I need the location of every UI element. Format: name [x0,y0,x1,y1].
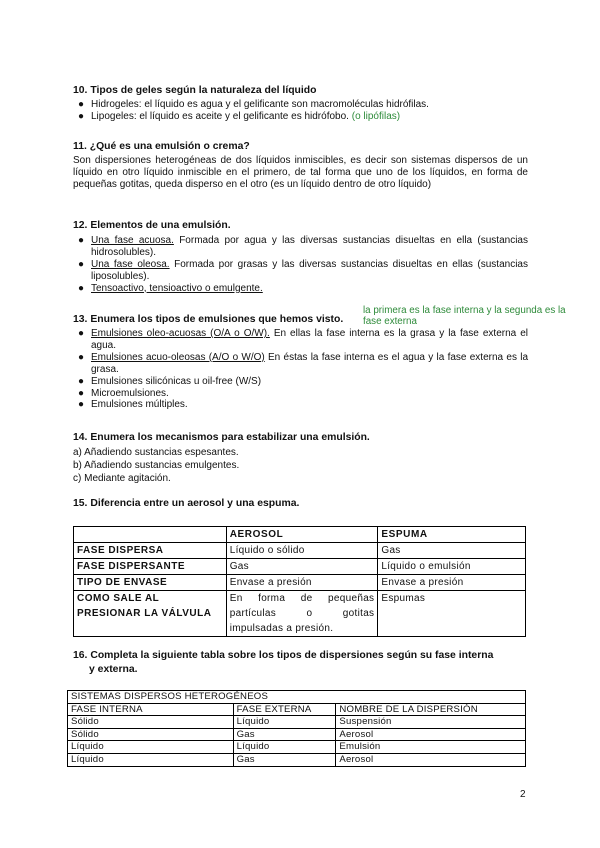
table-cell: Espumas [378,591,526,637]
list-item: ● Emulsiones oleo-acuosas (O/A o O/W). En ellas la fase interna es la grasa y la fase externa el agua. [78,328,528,351]
list-item: ● Una fase acuosa. Formada por agua y las diversas sustancias disueltas en ella (sustancias hidrosolubles). [78,235,528,258]
table-header-cell: FASE INTERNA [68,703,234,716]
table-cell: Envase a presión [226,575,378,591]
table-cell: Sólido [68,716,234,729]
aerosol-espuma-table [73,526,526,637]
q11-body: Son dispersiones heterogéneas de dos líquidos inmiscibles, es decir son sistemas dispersos de un líquido en otro líquido inmiscible en el primero, de tal forma que uno de los líquidos, en forma de pequeñas gotitas, queda disperso en el otro (es un líquido dentro de otro líquido) [73,155,528,191]
table-row-header: FASE DISPERSA [74,543,227,559]
table-row-header: FASE DISPERSANTE [74,559,227,575]
list-item: ● Una fase oleosa. Formada por grasas y las diversas sustancias disueltas en ellas (sustancias liposolubles). [78,258,528,282]
list-item: ● Hidrogeles: el líquido es agua y el gelificante son macromoléculas hidrófilas. [78,99,429,110]
table-cell: Aerosol [336,753,526,766]
table-header-cell: ESPUMA [378,527,526,543]
table-row-header: COMO SALE AL PRESIONAR LA VÁLVULA [74,591,227,637]
table-cell: En forma de pequeñas partículas o gotitas impulsadas a presión. [226,591,378,637]
table-cell: Emulsión [336,741,526,754]
table-row [68,716,526,729]
q12-list [73,235,528,295]
table-row-header: TIPO DE ENVASE [74,575,227,591]
table-cell: Suspensión [336,716,526,729]
dispersions-table [67,690,526,767]
q13-heading: 13. Enumera los tipos de emulsiones que hemos visto. [73,314,344,325]
table-title: SISTEMAS DISPERSOS HETEROGÉNEOS [68,691,526,704]
table-cell: Gas [226,559,378,575]
table-cell: Gas [233,728,336,741]
bullet-icon: ● [78,351,85,363]
bullet-icon: ● [78,235,85,246]
q13-list [73,328,528,411]
table-cell: Líquido [233,716,336,729]
table-cell: Sólido [68,728,234,741]
table-row [68,741,526,754]
handwritten-note: la primera es la fase interna y la segunda es la fase externa [363,305,566,327]
table-title-row [68,691,526,704]
table-row [74,575,526,591]
q16-heading-cont: y externa. [89,664,138,675]
list-item: ● Emulsiones acuo-oleosas (A/O o W/O) En éstas la fase interna es el agua y la fase externa es la grasa. [78,351,528,375]
table-cell: Gas [378,543,526,559]
bullet-icon: ● [78,282,85,294]
q14-heading: 14. Enumera los mecanismos para estabilizar una emulsión. [73,432,370,443]
table-cell: Líquido [233,741,336,754]
table-cell: Gas [233,753,336,766]
table-cell: Líquido [68,753,234,766]
list-item: c) Mediante agitación. [73,473,171,484]
table-cell: Aerosol [336,728,526,741]
table-cell: Líquido o sólido [226,543,378,559]
table-row [68,753,526,766]
table-cell: Líquido o emulsión [378,559,526,575]
bullet-icon: ● [78,110,85,122]
table-cell [74,527,227,543]
q15-heading: 15. Diferencia entre un aerosol y una espuma. [73,498,300,509]
table-row [74,559,526,575]
page-number: 2 [520,789,526,800]
list-item: ● Tensoactivo, tensioactivo o emulgente. [78,282,263,294]
q11-heading: 11. ¿Qué es una emulsión o crema? [73,141,250,152]
bullet-icon: ● [78,328,85,339]
bullet-icon: ● [78,387,85,399]
q10-list [73,99,528,123]
bullet-icon: ● [78,258,85,270]
q10-heading: 10. Tipos de geles según la naturaleza del líquido [73,85,317,96]
handwritten-note: (o lipófilas) [351,110,401,122]
list-item: ● Emulsiones silicónicas u oil-free (W/S) [78,375,262,387]
list-item: ● Emulsiones múltiples. [78,399,188,411]
table-cell: Envase a presión [378,575,526,591]
table-row [74,543,526,559]
table-header-row [74,527,526,543]
table-header-row [68,703,526,716]
bullet-icon: ● [78,399,85,411]
table-header-cell: AEROSOL [226,527,378,543]
table-cell: Líquido [68,741,234,754]
q12-heading: 12. Elementos de una emulsión. [73,220,231,231]
bullet-icon: ● [78,99,85,110]
table-header-cell: NOMBRE DE LA DISPERSIÓN [336,703,526,716]
bullet-icon: ● [78,375,85,387]
q16-heading: 16. Completa la siguiente tabla sobre los tipos de dispersiones según su fase interna [73,650,494,661]
list-item: ● Lipogeles: el líquido es aceite y el gelificante es hidrófobo. (o lipófilas) [78,110,401,122]
list-item: b) Añadiendo sustancias emulgentes. [73,460,240,471]
list-item: ● Microemulsiones. [78,387,169,399]
table-header-cell: FASE EXTERNA [233,703,336,716]
table-row [74,591,526,637]
list-item: a) Añadiendo sustancias espesantes. [73,447,239,458]
table-row [68,728,526,741]
